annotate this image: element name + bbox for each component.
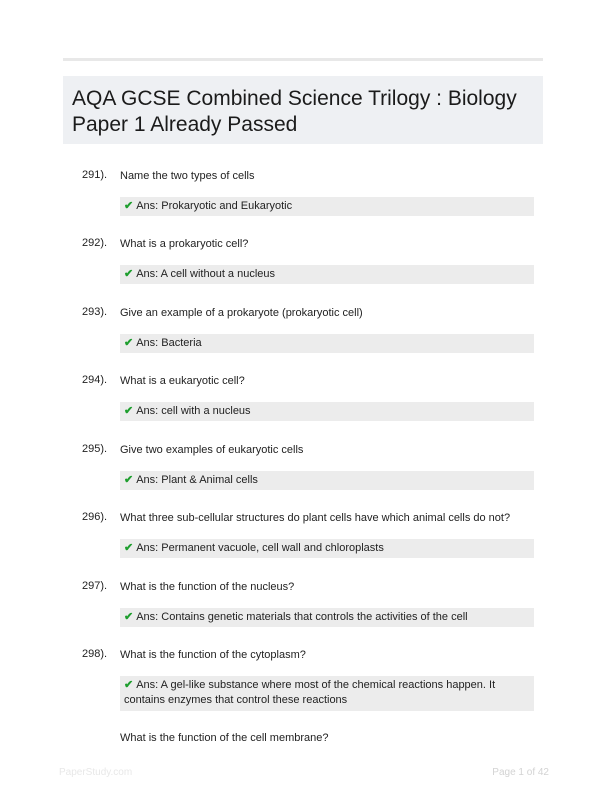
title-box [63, 76, 543, 144]
answer-text: Ans: A cell without a nucleus [136, 268, 276, 280]
question-text: What is a prokaryotic cell? [120, 238, 249, 250]
question-number: 298). [82, 648, 108, 660]
question-text: What is the function of the cell membrane? [120, 732, 329, 744]
check-icon: ✔ [124, 405, 134, 417]
question-number: 291). [82, 169, 108, 181]
answer-text: Ans: Bacteria [136, 337, 202, 349]
page-number: Page 1 of 42 [492, 767, 549, 778]
check-icon: ✔ [124, 474, 134, 486]
footer-site: PaperStudy.com [59, 767, 133, 778]
check-icon: ✔ [124, 542, 134, 554]
answer-text: Ans: Permanent vacuole, cell wall and chloroplasts [136, 542, 384, 554]
question-text: What is the function of the cytoplasm? [120, 649, 306, 661]
answer-box [120, 402, 534, 421]
question-text: Give two examples of eukaryotic cells [120, 444, 304, 456]
question-text: What is the function of the nucleus? [120, 581, 295, 593]
check-icon: ✔ [124, 679, 134, 691]
question-number: 292). [82, 237, 108, 249]
answer-box [120, 471, 534, 490]
answer-text: Ans: A gel-like substance where most of the chemical reactions happen. It contains enzymes that control these reactions [124, 679, 496, 706]
check-icon: ✔ [124, 611, 134, 623]
answer-box [120, 265, 534, 284]
question-text: Name the two types of cells [120, 170, 255, 182]
answer-box [120, 197, 534, 216]
question-text: Give an example of a prokaryote (prokaryotic cell) [120, 307, 363, 319]
answer-box [120, 676, 534, 711]
page-title: AQA GCSE Combined Science Trilogy : Biology Paper 1 Already Passed [72, 87, 517, 136]
question-number: 297). [82, 580, 108, 592]
answer-text: Ans: Contains genetic materials that controls the activities of the cell [136, 611, 468, 623]
top-divider [63, 58, 543, 61]
check-icon: ✔ [124, 200, 134, 212]
answer-text: Ans: Prokaryotic and Eukaryotic [136, 200, 293, 212]
answer-box [120, 334, 534, 353]
answer-box [120, 539, 534, 558]
answer-text: Ans: Plant & Animal cells [136, 474, 258, 486]
answer-text: Ans: cell with a nucleus [136, 405, 251, 417]
question-number: 294). [82, 374, 108, 386]
question-number: 295). [82, 443, 108, 455]
question-text: What three sub-cellular structures do plant cells have which animal cells do not? [120, 512, 511, 524]
question-text: What is a eukaryotic cell? [120, 375, 245, 387]
check-icon: ✔ [124, 337, 134, 349]
answer-box [120, 608, 534, 627]
check-icon: ✔ [124, 268, 134, 280]
question-number: 293). [82, 306, 108, 318]
question-number: 296). [82, 511, 108, 523]
